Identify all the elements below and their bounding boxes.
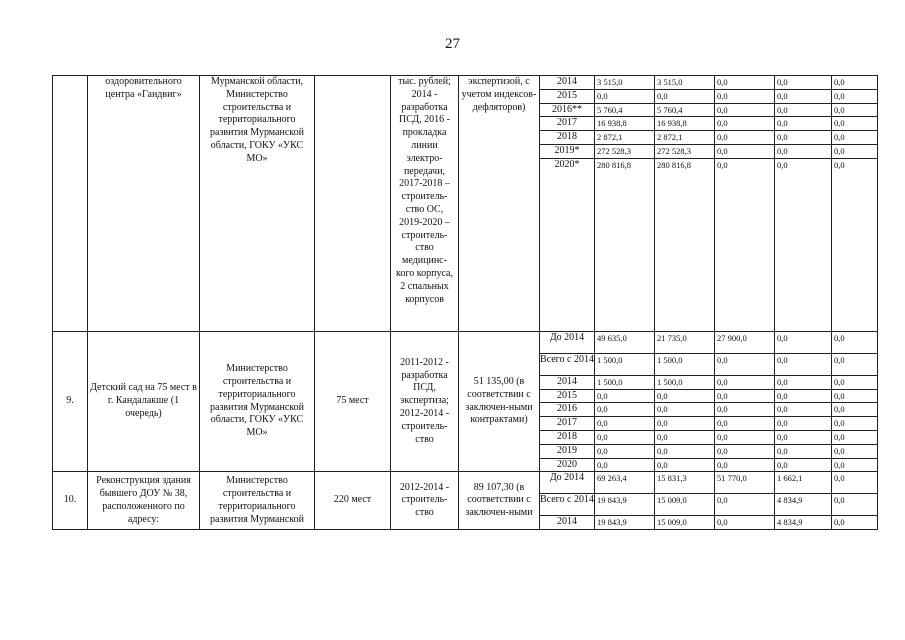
funding-cell: 15 009,0 bbox=[654, 494, 714, 516]
funding-cell: 4 834,9 bbox=[774, 516, 831, 530]
row-number: 10. bbox=[53, 472, 88, 530]
funding-cell: 0,0 bbox=[774, 158, 831, 331]
funding-cell: 0,0 bbox=[714, 158, 774, 331]
funding-cell: 0,0 bbox=[831, 76, 877, 90]
funding-cell: 15 009,0 bbox=[654, 516, 714, 530]
total-cell: 1 500,0 bbox=[594, 353, 654, 375]
year-cell: 2019* bbox=[540, 144, 595, 158]
total-cell: 0,0 bbox=[594, 430, 654, 444]
year-cell: 2017 bbox=[540, 417, 595, 431]
funding-cell: 0,0 bbox=[714, 444, 774, 458]
funding-cell: 0,0 bbox=[831, 331, 877, 353]
funding-cell: 0,0 bbox=[831, 494, 877, 516]
funding-cell: 4 834,9 bbox=[774, 494, 831, 516]
funding-cell: 5 760,4 bbox=[654, 103, 714, 117]
funding-cell: 15 831,3 bbox=[654, 472, 714, 494]
funding-cell: 0,0 bbox=[831, 103, 877, 117]
year-cell: 2017 bbox=[540, 117, 595, 131]
year-cell: Всего с 2014 bbox=[540, 494, 595, 516]
capacity-cell: 75 мест bbox=[315, 331, 391, 472]
funding-cell: 2 872,1 bbox=[654, 131, 714, 145]
total-cell: 69 263,4 bbox=[594, 472, 654, 494]
funding-cell: 0,0 bbox=[714, 494, 774, 516]
funding-cell: 272 528,3 bbox=[654, 144, 714, 158]
funding-cell: 1 500,0 bbox=[654, 353, 714, 375]
funding-cell: 21 735,0 bbox=[654, 331, 714, 353]
funding-cell: 280 816,8 bbox=[654, 158, 714, 331]
object-name-cell: Детский сад на 75 мест в г. Кандалакше (1 очередь) bbox=[88, 331, 200, 472]
cost-cell: 89 107,30 (в соответствии с заключен-ными bbox=[459, 472, 540, 530]
year-cell: 2014 bbox=[540, 375, 595, 389]
funding-cell: 0,0 bbox=[654, 417, 714, 431]
year-cell: 2019 bbox=[540, 444, 595, 458]
row-number: 9. bbox=[53, 331, 88, 472]
object-name-cell: оздоровительного центра «Гандвиг» bbox=[88, 76, 200, 332]
funding-cell: 0,0 bbox=[831, 458, 877, 472]
funding-cell: 0,0 bbox=[714, 403, 774, 417]
year-cell: 2016** bbox=[540, 103, 595, 117]
cost-cell: 51 135,00 (в соответствии с заключен-ными контрактами) bbox=[459, 331, 540, 472]
funding-cell: 0,0 bbox=[831, 472, 877, 494]
year-cell: 2018 bbox=[540, 430, 595, 444]
funding-cell: 0,0 bbox=[831, 375, 877, 389]
funding-cell: 0,0 bbox=[774, 389, 831, 403]
funding-cell: 3 515,0 bbox=[654, 76, 714, 90]
capacity-cell bbox=[315, 76, 391, 332]
customer-cell: Министерство строительства и территориального развития Мурманской bbox=[200, 472, 315, 530]
total-cell: 0,0 bbox=[594, 444, 654, 458]
funding-cell: 0,0 bbox=[714, 375, 774, 389]
year-cell: 2014 bbox=[540, 76, 595, 90]
total-cell: 280 816,8 bbox=[594, 158, 654, 331]
table-row bbox=[53, 472, 878, 494]
total-cell: 16 938,8 bbox=[594, 117, 654, 131]
row-number bbox=[53, 76, 88, 332]
funding-cell: 0,0 bbox=[714, 103, 774, 117]
funding-cell: 0,0 bbox=[654, 89, 714, 103]
cost-cell: экспертизой, с учетом индексов-дефляторов) bbox=[459, 76, 540, 332]
table-row bbox=[53, 331, 878, 353]
funding-cell: 0,0 bbox=[714, 117, 774, 131]
funding-cell: 0,0 bbox=[831, 389, 877, 403]
year-cell: До 2014 bbox=[540, 472, 595, 494]
year-cell: 2015 bbox=[540, 89, 595, 103]
funding-cell: 0,0 bbox=[714, 430, 774, 444]
funding-cell: 1 662,1 bbox=[774, 472, 831, 494]
funding-cell: 0,0 bbox=[774, 144, 831, 158]
funding-cell: 0,0 bbox=[714, 458, 774, 472]
funding-cell: 0,0 bbox=[774, 417, 831, 431]
funding-cell: 0,0 bbox=[654, 444, 714, 458]
table-body bbox=[53, 76, 878, 530]
funding-cell: 27 900,0 bbox=[714, 331, 774, 353]
funding-cell: 16 938,8 bbox=[654, 117, 714, 131]
total-cell: 0,0 bbox=[594, 403, 654, 417]
year-cell: 2015 bbox=[540, 389, 595, 403]
funding-cell: 0,0 bbox=[831, 430, 877, 444]
funding-cell: 0,0 bbox=[774, 403, 831, 417]
year-cell: До 2014 bbox=[540, 331, 595, 353]
funding-cell: 1 500,0 bbox=[654, 375, 714, 389]
year-cell: 2016 bbox=[540, 403, 595, 417]
funding-cell: 0,0 bbox=[831, 417, 877, 431]
funding-cell: 0,0 bbox=[774, 444, 831, 458]
stages-cell: тыс. рублей; 2014 - разработка ПСД, 2016 - прокладка линии электро-передачи, 2017-2018 – строитель-ство ОС, 2019-2020 – строитель-ство медицинс-кого корпуса, 2 спальных корпусов bbox=[391, 76, 459, 332]
funding-cell: 0,0 bbox=[774, 89, 831, 103]
funding-cell: 0,0 bbox=[831, 158, 877, 331]
funding-cell: 0,0 bbox=[714, 76, 774, 90]
funding-cell: 0,0 bbox=[831, 516, 877, 530]
total-cell: 0,0 bbox=[594, 417, 654, 431]
funding-cell: 0,0 bbox=[774, 331, 831, 353]
funding-cell: 0,0 bbox=[774, 76, 831, 90]
funding-cell: 0,0 bbox=[714, 417, 774, 431]
funding-cell: 0,0 bbox=[774, 131, 831, 145]
page-number: 27 bbox=[445, 36, 460, 52]
funding-cell: 0,0 bbox=[654, 403, 714, 417]
total-cell: 49 635,0 bbox=[594, 331, 654, 353]
total-cell: 19 843,9 bbox=[594, 516, 654, 530]
funding-cell: 0,0 bbox=[774, 117, 831, 131]
funding-cell: 0,0 bbox=[831, 131, 877, 145]
funding-cell: 0,0 bbox=[714, 131, 774, 145]
funding-cell: 0,0 bbox=[774, 353, 831, 375]
total-cell: 0,0 bbox=[594, 89, 654, 103]
funding-cell: 0,0 bbox=[654, 389, 714, 403]
funding-cell: 0,0 bbox=[774, 458, 831, 472]
object-name-cell: Реконструкция здания бывшего ДОУ № 38, расположенного по адресу: bbox=[88, 472, 200, 530]
funding-cell: 0,0 bbox=[831, 117, 877, 131]
funding-cell: 0,0 bbox=[831, 144, 877, 158]
funding-cell: 0,0 bbox=[831, 353, 877, 375]
funding-cell: 0,0 bbox=[654, 458, 714, 472]
total-cell: 5 760,4 bbox=[594, 103, 654, 117]
funding-cell: 0,0 bbox=[774, 103, 831, 117]
customer-cell: Мурманской области, Министерство строительства и территориального развития Мурманской области, ГОКУ «УКС МО» bbox=[200, 76, 315, 332]
stages-cell: 2011-2012 - разработка ПСД, экспертиза; 2012-2014 - строитель-ство bbox=[391, 331, 459, 472]
table-row bbox=[53, 76, 878, 90]
year-cell: 2020 bbox=[540, 458, 595, 472]
customer-cell: Министерство строительства и территориального развития Мурманской области, ГОКУ «УКС МО» bbox=[200, 331, 315, 472]
total-cell: 0,0 bbox=[594, 458, 654, 472]
total-cell: 3 515,0 bbox=[594, 76, 654, 90]
investment-table bbox=[52, 75, 878, 530]
funding-cell: 0,0 bbox=[831, 403, 877, 417]
funding-cell: 0,0 bbox=[714, 89, 774, 103]
funding-cell: 0,0 bbox=[654, 430, 714, 444]
year-cell: 2014 bbox=[540, 516, 595, 530]
stages-cell: 2012-2014 - строитель-ство bbox=[391, 472, 459, 530]
funding-cell: 0,0 bbox=[714, 516, 774, 530]
funding-cell: 0,0 bbox=[774, 430, 831, 444]
capacity-cell: 220 мест bbox=[315, 472, 391, 530]
funding-cell: 0,0 bbox=[714, 144, 774, 158]
year-cell: 2018 bbox=[540, 131, 595, 145]
total-cell: 19 843,9 bbox=[594, 494, 654, 516]
total-cell: 272 528,3 bbox=[594, 144, 654, 158]
funding-cell: 0,0 bbox=[714, 353, 774, 375]
year-cell: Всего с 2014 bbox=[540, 353, 595, 375]
funding-cell: 0,0 bbox=[831, 444, 877, 458]
total-cell: 1 500,0 bbox=[594, 375, 654, 389]
funding-cell: 0,0 bbox=[831, 89, 877, 103]
funding-cell: 0,0 bbox=[774, 375, 831, 389]
funding-cell: 51 770,0 bbox=[714, 472, 774, 494]
total-cell: 0,0 bbox=[594, 389, 654, 403]
funding-cell: 0,0 bbox=[714, 389, 774, 403]
year-cell: 2020* bbox=[540, 158, 595, 331]
total-cell: 2 872,1 bbox=[594, 131, 654, 145]
